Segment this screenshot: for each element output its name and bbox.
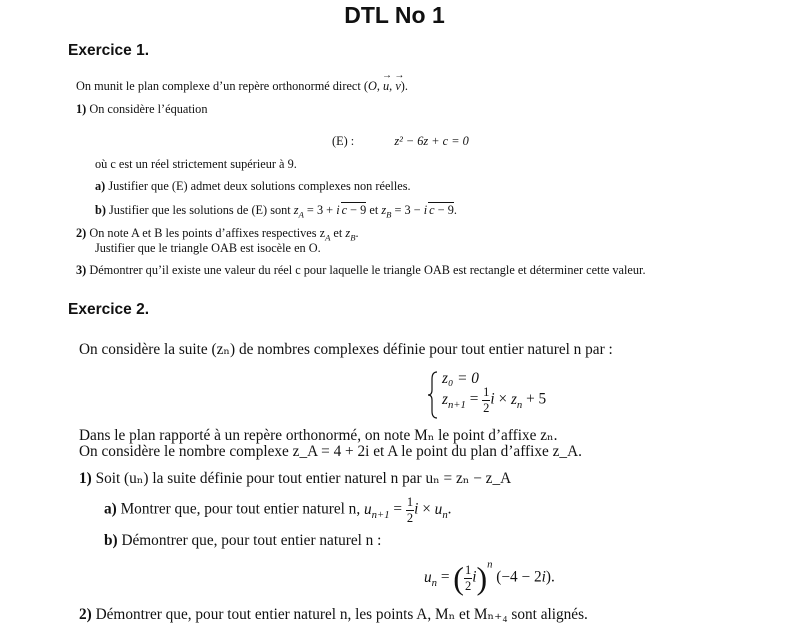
system-brace: [428, 371, 438, 419]
ex1-intro-text: On munit le plan complexe d’un repère orthonormé direct: [76, 79, 364, 93]
ex1-q3-text: Démontrer qu’il existe une valeur du réel c pour laquelle le triangle OAB est rectangle et déterminer cette valeur.: [89, 263, 646, 277]
ex1-q1-number: 1): [76, 102, 87, 116]
ex1-q1: [76, 102, 207, 117]
ex1-q2-line1: 2) On note A et B les points d’affixes respectives $z_A$ et $z_B$.: [76, 226, 359, 243]
ex2-q1-text: Soit (uₙ) la suite définie pour tout entier naturel n par uₙ = zₙ − z_A: [95, 470, 512, 487]
ex2-complex-line: On considère le nombre complexe z_A = 4 + 2i et A le point du plan d’affixe z_A.: [79, 443, 582, 460]
ex1-qb-label: b): [95, 203, 106, 217]
ex2-plane-line: Dans le plan rapporté à un repère orthonormé, on note Mₙ le point d’affixe zₙ.: [79, 427, 558, 444]
ex1-intro-end: .: [404, 79, 408, 93]
ex1-equation-body: z² − 6z + c = 0: [394, 134, 469, 148]
ex2-q1: [79, 469, 511, 488]
page-title: DTL No 1: [344, 2, 445, 28]
ex2-qb-text: Démontrer que, pour tout entier naturel n :: [121, 532, 382, 549]
ex1-qa: [95, 179, 411, 194]
ex1-qb-text: Justifier que les solutions de (E) sont: [109, 203, 294, 217]
ex1-q1-text: On considère l’équation: [89, 102, 208, 116]
ex2-qa-text: Montrer que, pour tout entier naturel n,: [120, 500, 361, 518]
ex2-system-z0: z₀ = 0: [442, 370, 479, 387]
ex2-q2-number: 2): [79, 606, 92, 623]
ex1-qa-label: a): [95, 179, 106, 193]
ex2-qa: a) Montrer que, pour tout entier naturel n, $u_{n+1}$ = $\frac{1}{2}$ $i \times u_n$.: [104, 495, 452, 525]
ex2-qa-label: a): [104, 500, 117, 518]
ex1-q2-line2: Justifier que le triangle OAB est isocèle en O.: [95, 241, 321, 255]
ex1-q2-text: On note A et B les points d’affixes respectives z: [89, 226, 326, 240]
ex1-intro: On munit le plan complexe d’un repère orthonormé direct (O, → u, → v).: [76, 79, 408, 94]
ex1-equation-label: (E) :: [332, 134, 355, 148]
ex2-qb-label: b): [104, 532, 118, 549]
ex2-q1-number: 1): [79, 470, 92, 487]
ex1-qb: b) Justifier que les solutions de (E) sont $z_A = 3 + i$ c − 9 et $z_B = 3 - i$ c − 9.: [95, 203, 457, 220]
ex2-intro: On considère la suite (zₙ) de nombres complexes définie pour tout entier naturel n par :: [79, 341, 613, 358]
ex2-system-line2: $z_{n+1}$ = $\frac{1}{2}$ $i \times z_n + 5$: [442, 385, 547, 415]
exercise-2-heading: Exercice 2.: [68, 301, 150, 318]
ex2-q2: [79, 605, 588, 624]
ex1-condition: où c est un réel strictement supérieur à 9.: [95, 157, 297, 171]
ex1-q3: [76, 263, 646, 278]
ex2-un-formula: $u_n$ = ( $\frac{1}{2}$ i)$^n$ (−4 − 2i).: [424, 558, 555, 596]
ex2-qb: [104, 532, 381, 550]
ex1-q3-number: 3): [76, 263, 87, 277]
ex1-equation: [332, 134, 469, 149]
exercise-1-heading: Exercice 1.: [68, 42, 150, 59]
ex1-q2-number: 2): [76, 226, 87, 240]
ex2-q2-text: Démontrer que, pour tout entier naturel n, les points A, Mₙ et Mₙ₊₄ sont alignés.: [95, 606, 588, 623]
ex1-qa-text: Justifier que (E) admet deux solutions complexes non réelles.: [108, 179, 411, 193]
